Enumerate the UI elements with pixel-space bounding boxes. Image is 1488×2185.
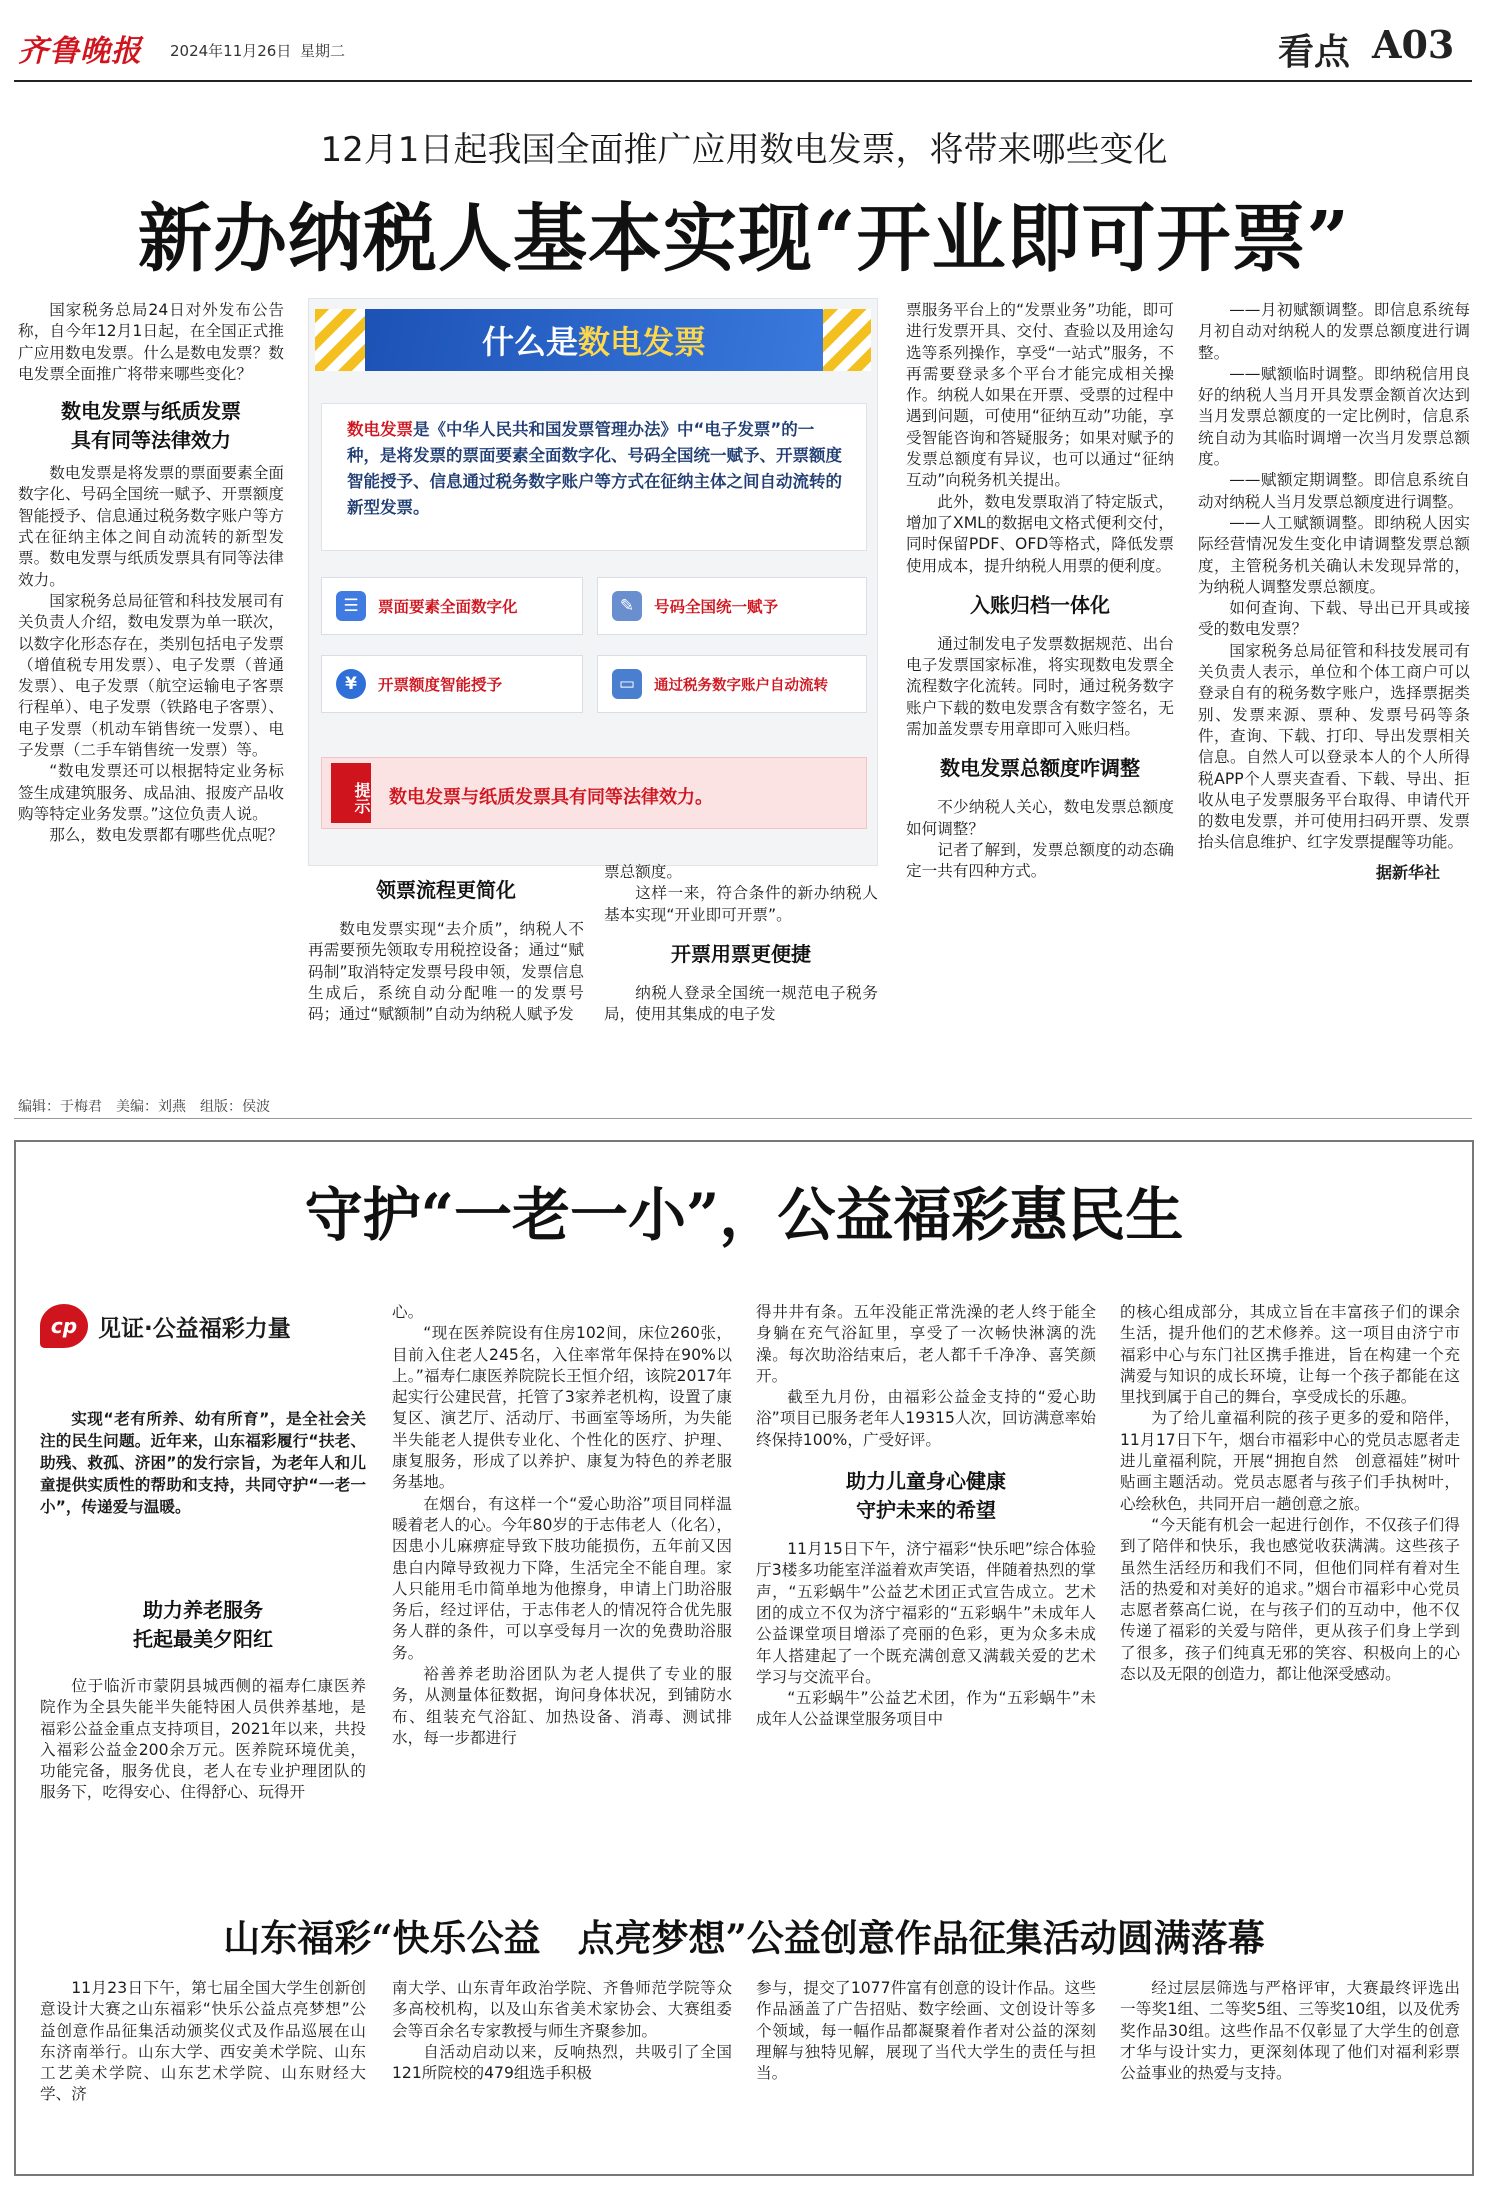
paragraph: 票总额度。 [604,863,682,881]
feature-label: 票面要素全面数字化 [378,598,518,616]
definition-text [347,417,847,521]
subhead: 数电发票与纸质发票 [61,399,241,424]
paragraph: 那么，数电发票都有哪些优点呢？ [49,826,284,845]
subhead: 数电发票总额度咋调整 [940,756,1140,781]
banner-title-b: 数电发票 [578,323,707,361]
article1-column-3 [604,862,878,1025]
paragraph: 国家税务总局征管和科技发展司有关负责人介绍，数电发票为单一联次，以数字化形态存在，类别包括电子发票（增值税专用发票）、电子发票（普通发票）、电子发票（航空运输电子客票行程单）、电子发票（铁路电子客票）、电子发票（机动车销售统一发票）、电子发票（二手车销售统一发票）等。 [18,591,284,760]
paragraph: 位于临沂市蒙阴县城西侧的福寿仁康医养院作为全县失能半失能特困人员供养基地，是福彩公益金重点支持项目，2021年以来，共投入福彩公益金200余万元。医养院环境优美，功能完备，服务优良，老人在专业护理团队的服务下，吃得安心、住得舒心、玩得开 [40,1677,366,1802]
paragraph: “现在医养院设有住房102间，床位260张，目前入住老人245名，入住率常年保持在90%以上。”福寿仁康医养院院长王恒介绍，该院2017年起实行公建民营，托管了3家养老机构，设置了康复区、演艺厅、活动厅、书画室等场所，为失能半失能老人提供专业化、个性化的医疗、护理、康复服务，形成了以养护、康复为特色的养老服务基地。 [392,1324,732,1492]
editors-credit: 编辑：于梅君 美编：刘燕 组版：侯波 [18,1099,270,1115]
article2-headline: 守护“一老一小”，公益福彩惠民生 [304,1181,1184,1249]
article1-column-2 [308,876,584,1025]
subhead: 入账归档一体化 [970,592,1110,617]
paragraph: 心。 [392,1303,424,1321]
paragraph: 记者了解到，发票总额度的动态确定一共有四种方式。 [906,840,1174,881]
article-source: 据新华社 [1375,862,1440,882]
paragraph: ——月初赋额调整。即信息系统每月初自动对纳税人的发票总额度进行调整。 [1198,301,1470,362]
article1-kicker: 12月1日起我国全面推广应用数电发票，将带来哪些变化 [320,130,1168,170]
paragraph: 此外，数电发票取消了特定版式，增加了XML的数据电文格式便利交付，同时保留PDF、OFD等格式，降低发票使用成本，提升纳税人用票的便利度。 [906,492,1174,575]
feature-label: 通过税务数字账户自动流转 [654,677,828,694]
paragraph: ——赋额定期调整。即信息系统自动对纳税人当月发票总额度进行调整。 [1198,471,1470,511]
paragraph: 自活动启动以来，反响热烈，共吸引了全国121所院校的479组选手积极 [392,2042,732,2083]
paragraph: 纳税人登录全国统一规范电子税务局，使用其集成的电子发 [604,983,878,1024]
section-name: 看点 [1278,31,1351,73]
feature-card [597,577,867,635]
paragraph: ——人工赋额调整。即纳税人因实际经营情况发生变化申请调整发票总额度，主管税务机关确认未发现异常的，为纳税人调整发票总额度。 [1198,513,1470,596]
paragraph: 国家税务总局征管和科技发展司有关负责人表示，单位和个体工商户可以登录自有的税务数字账户，选择票据类别、发票来源、票种、发票号码等条件，查询、下载、打印、导出发票相关信息。自然人可以登录本人的个人所得税APP个人票夹查看、下载、导出、拒收从电子发票服务平台取得、申请代开的数电发票，并可使用扫码开票、发票抬头信息维护、红字发票提醒等功能。 [1198,641,1470,852]
article3-column-2 [392,1978,732,2084]
article2-column-4 [1120,1302,1460,1685]
paragraph: 票服务平台上的“发票业务”功能，即可进行发票开具、交付、查验以及用途勾选等系列操作，享受“一站式”服务，不再需要登录多个平台才能完成相关操作。纳税人如果在开票、受票的过程中遇到问题，可使用“征纳互动”功能，享受智能咨询和答疑服务；如果对赋予的发票总额度有异议，也可以通过“征纳互动”向税务机关提出。 [906,301,1174,490]
editors-rule [14,1118,1472,1119]
article1-headline: 新办纳税人基本实现“开业即可开票” [137,196,1351,282]
paragraph: 得井井有条。五年没能正常洗澡的老人终于能全身躺在充气浴缸里，享受了一次畅快淋漓的洗澡。每次助浴结束后，老人都千千净净、喜笑颜开。 [756,1303,1096,1385]
newspaper-logo: 齐鲁晚报 [18,34,142,69]
article1-column-4 [906,300,1174,883]
banner-title-a: 什么是 [481,323,578,361]
paragraph: 国家税务总局24日对外发布公告称，自今年12月1日起，在全国正式推广应用数电发票。什么是数电发票？数电发票全面推广将带来哪些变化？ [18,301,284,383]
paragraph: 不少纳税人关心，数电发票总额度如何调整？ [906,798,1174,838]
subhead: 具有同等法律效力 [71,428,231,453]
paragraph: 南大学、山东青年政治学院、齐鲁师范学院等众多高校机构，以及山东省美术家协会、大赛组委会等百余名专家教授与师生齐聚参加。 [392,1979,732,2040]
document-icon: ☰ [336,591,366,621]
paragraph: “五彩蜗牛”公益艺术团，作为“五彩蜗牛”未成年人公益课堂服务项目中 [756,1689,1096,1729]
paragraph: 裕善养老助浴团队为老人提供了专业的服务，从测量体征数据，询问身体状况，到铺防水布、组装充气浴缸、加热设备、消毒、测试排水，每一步都进行 [392,1665,732,1747]
definition-term: 数电发票 [347,420,413,439]
paragraph: 11月23日下午，第七届全国大学生创新创意设计大赛之山东福彩“快乐公益点亮梦想”公益创意作品征集活动颁奖仪式及作品巡展在山东济南举行。山东大学、西安美术学院、山东工艺美术学院、山东艺术学院、山东财经大学、济 [40,1979,366,2104]
paragraph: “今天能有机会一起进行创作，不仅孩子们得到了陪伴和快乐，我也感觉收获满满。这些孩子虽然生活经历和我们不同，但他们同样有着对生活的热爱和对美好的追求。”烟台市福彩中心党员志愿者蔡高仁说，在与孩子们的互动中，他不仅传递了福彩的关爱与陪伴，更从孩子们身上学到了很多，孩子们纯真无邪的笑容、积极向上的心态以及无限的创造力，都让他深受感动。 [1120,1515,1460,1684]
article2-column-1 [40,1596,366,1804]
issue-date: 2024年11月26日 [170,42,292,60]
article2-lead: 实现“老有所养、幼有所育”，是全社会关注的民生问题。近年来，山东福彩履行“扶老、助残、救孤、济困”的发行宗旨，为老年人和儿童提供实质性的帮助和支持，共同守护“一老一小”，传递爱与温暖。 [40,1410,366,1516]
paragraph: ——赋额临时调整。即纳税信用良好的纳税人当月开具发票金额首次达到当月发票总额度的一定比例时，信息系统自动为其临时调增一次当月发票总额度。 [1198,364,1470,469]
paragraph: 在烟台，有这样一个“爱心助浴”项目同样温暖着老人的心。今年80岁的于志伟老人（化名），因患小儿麻痹症导致下肢功能损伤，五年前又因患白内障导致视力下降，生活完全不能自理。家人只能用毛巾简单地为他擦身，申请上门助浴服务后，经过评估，于志伟老人的情况符合优先服务人群的条件，可以享受每月一次的免费助浴服务。 [392,1494,732,1662]
issue-weekday: 星期二 [300,42,346,60]
monitor-icon: ▭ [612,669,642,699]
paragraph: 11月15日下午，济宁福彩“快乐吧”综合体验厅3楼多功能室洋溢着欢声笑语，伴随着热烈的掌声，“五彩蜗牛”公益艺术团正式宣告成立。艺术团的成立不仅为济宁福彩的“五彩蜗牛”未成年人公益课堂项目增添了亮丽的色彩，更为众多未成年人搭建起了一个既充满创意又满载关爱的艺术学习与交流平台。 [756,1540,1096,1686]
definition-body: 是《中华人民共和国发票管理办法》中“电子发票”的一种，是将发票的票面要素全面数字化、号码全国统一赋予、开票额度智能授予、信息通过税务数字账户等方式在征纳主体之间自动流转的新型发票。 [347,420,842,517]
infographic [308,298,878,866]
subhead: 领票流程更简化 [376,878,516,902]
column-badge [40,1300,360,1352]
pen-icon: ✎ [612,591,642,621]
tip-badge: 提示 [331,763,371,823]
paragraph: 参与，提交了1077件富有创意的设计作品。这些作品涵盖了广告招贴、数字绘画、文创设计等多个领域，每一幅作品都凝聚着作者对公益的深刻理解与独特见解，展现了当代大学生的责任与担当。 [756,1979,1096,2083]
feature-label: 开票额度智能授予 [378,676,503,694]
article2-column-2 [392,1302,732,1749]
article3-headline: 山东福彩“快乐公益 点亮梦想”公益创意作品征集活动圆满落幕 [223,1916,1265,1960]
feature-card [321,655,583,713]
tip-text: 数电发票与纸质发票具有同等法律效力。 [389,787,713,808]
coin-icon: ¥ [336,669,366,699]
article1-column-5 [1198,300,1470,883]
paragraph: 数电发票是将发票的票面要素全面数字化、号码全国统一赋予、开票额度智能授予、信息通过税务数字账户等方式在征纳主体之间自动流转的新型发票。数电发票与纸质发票具有同等法律效力。 [18,464,284,589]
infographic-banner [365,309,823,371]
subhead: 助力养老服务 [143,1598,263,1622]
subhead: 托起最美夕阳红 [133,1627,273,1651]
paragraph: 的核心组成部分，其成立旨在丰富孩子们的课余生活，提升他们的艺术修养。这一项目由济宁市福彩中心与东门社区携手推进，旨在构建一个充满爱与知识的成长环境，让每一个孩子都能在这里找到属于自己的舞台，享受成长的乐趣。 [1120,1303,1460,1407]
paragraph: 数电发票实现“去介质”，纳税人不再需要预先领取专用税控设备；通过“赋码制”取消特定发票号段申领，发票信息生成后，系统自动分配唯一的发票号码；通过“赋额制”自动为纳税人赋予发 [308,920,584,1024]
subhead: 助力儿童身心健康 [846,1469,1006,1494]
paragraph: 经过层层筛选与严格评审，大赛最终评选出一等奖1组、二等奖5组、三等奖10组，以及优秀奖作品30组。这些作品不仅彰显了大学生的创意才华与设计实力，更深刻体现了他们对福利彩票公益事业的热爱与支持。 [1120,1979,1460,2083]
paragraph: 这样一来，符合条件的新办纳税人基本实现“开业即可开票”。 [604,884,878,924]
paragraph: “数电发票还可以根据特定业务标签生成建筑服务、成品油、报废产品收购等特定业务发票。”这位负责人说。 [18,762,284,823]
feature-card [597,655,867,713]
article1-column-1 [18,300,284,847]
paragraph: 截至九月份，由福彩公益金支持的“爱心助浴”项目已服务老年人19315人次，回访满意率始终保持100%，广受好评。 [756,1388,1096,1449]
feature-label: 号码全国统一赋予 [654,598,779,616]
heart-logo-icon: cp [40,1304,88,1348]
paragraph: 如何查询、下载、导出已开具或接受的数电发票？ [1198,599,1470,639]
article2-column-3 [756,1302,1096,1731]
feature-card [321,577,583,635]
article3-column-1 [40,1978,366,2106]
paragraph: 为了给儿童福利院的孩子更多的爱和陪伴，11月17日下午，烟台市福彩中心的党员志愿者走进儿童福利院，开展“拥抱自然 创意福娃”树叶贴画主题活动。党员志愿者与孩子们手执树叶，心绘秋色，共同开启一趟创意之旅。 [1120,1409,1460,1513]
page-number: A03 [1372,22,1455,67]
subhead: 开票用票更便捷 [671,941,811,966]
subhead: 守护未来的希望 [856,1498,996,1523]
paragraph: 通过制发电子发票数据规范、出台电子发票国家标准，将实现数电发票全流程数字化流转。同时，通过税务数字账户下载的数电发票含有数字签名，无需加盖发票专用章即可入账归档。 [906,634,1174,739]
article3-column-3 [756,1978,1096,2084]
badge-text: 见证·公益福彩力量 [98,1315,291,1342]
masthead-rule [14,80,1472,82]
article3-column-4 [1120,1978,1460,2084]
